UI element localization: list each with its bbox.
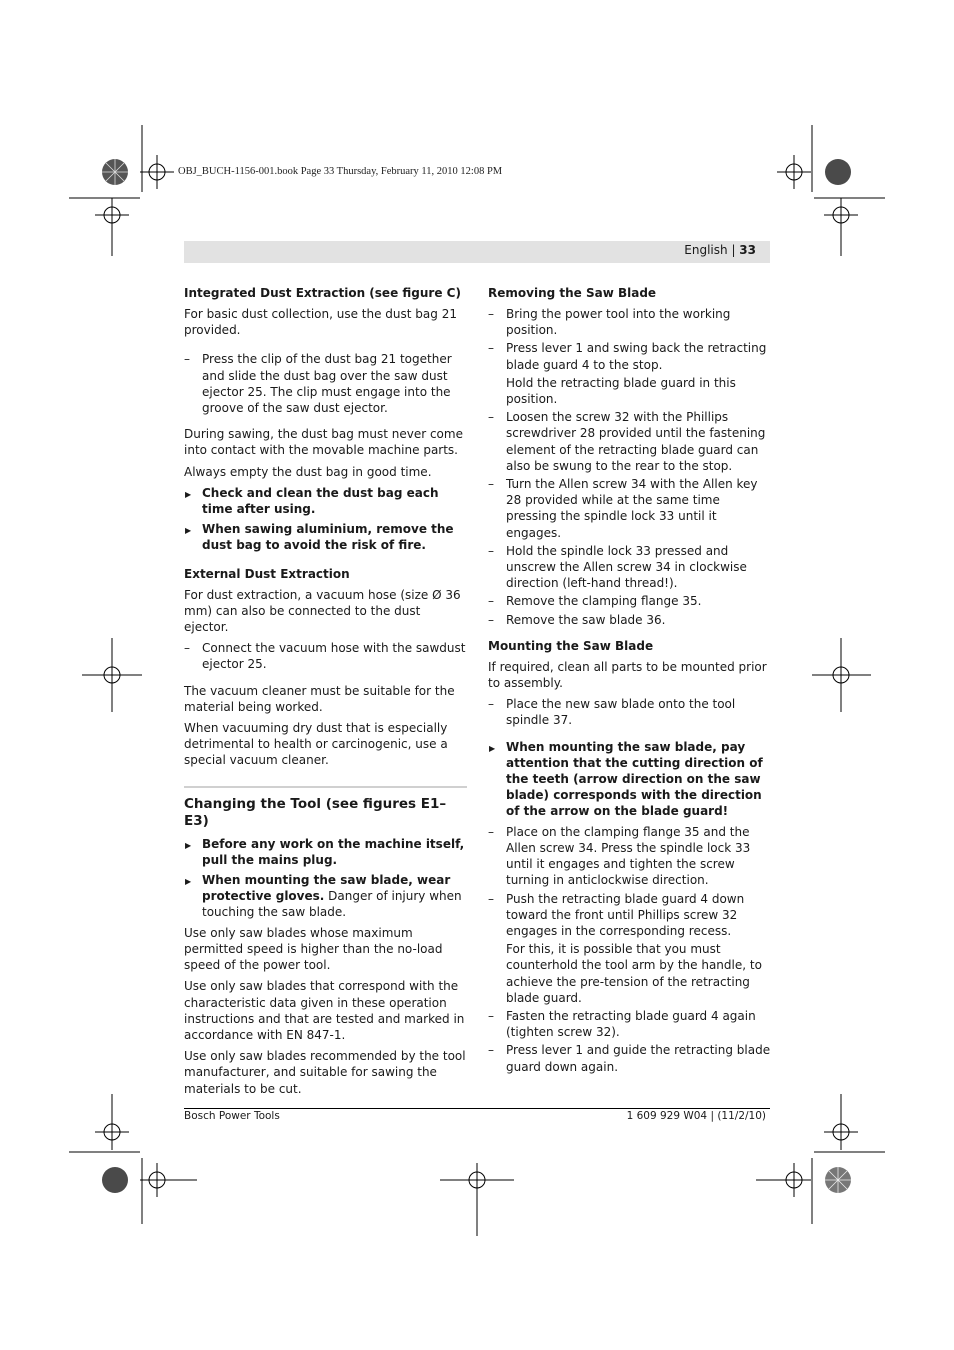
header-language: English	[684, 243, 728, 257]
warning-item	[184, 872, 467, 921]
warning-item: ▶ Check and clean the dust bag each time after using.	[184, 485, 467, 517]
color-target-tl	[102, 159, 128, 185]
dash-item: – Bring the power tool into the working position.	[488, 306, 771, 338]
dash-item: – Press the clip of the dust bag 21 together and slide the dust bag over the saw dust ejector 25. The clip must engage into the groove of the saw dust ejector.	[184, 351, 467, 416]
register-mark-l1	[95, 198, 129, 256]
paragraph: If required, clean all parts to be mounted prior to assembly.	[488, 659, 767, 691]
paragraph: When vacuuming dry dust that is especially detrimental to health or carcinogenic, use a special vacuum cleaner.	[184, 721, 448, 768]
header-text: English | 33	[684, 243, 756, 257]
header-page-number: 33	[739, 243, 756, 257]
section-title-mounting-blade: Mounting the Saw Blade	[488, 638, 654, 653]
section-title-external-dust: External Dust Extraction	[184, 566, 350, 581]
paragraph: Always empty the dust bag in good time.	[184, 464, 432, 479]
color-target-bl	[102, 1167, 128, 1193]
warning-bold: When mounting the saw blade, wear protective gloves.	[202, 873, 451, 904]
dash-item: – Remove the clamping flange 35.	[488, 593, 771, 609]
dash-item: – Press lever 1 and swing back the retracting blade guard 4 to the stop.	[488, 340, 771, 372]
warning-item: ▶ Before any work on the machine itself, pull the mains plug.	[184, 836, 467, 868]
paragraph: During sawing, the dust bag must never come into contact with the movable machine parts.	[184, 427, 463, 458]
register-mark-br	[756, 1163, 811, 1197]
footer-rule	[184, 1108, 770, 1109]
register-mark-tl	[140, 155, 174, 189]
dash-subtext: For this, it is possible that you must counterhold the tool arm by the handle, to achieve the pre-tension of the retracting blade guard.	[506, 942, 762, 1005]
dash-item: – Place the new saw blade onto the tool spindle 37.	[488, 696, 771, 728]
register-mark-r1	[824, 198, 858, 256]
print-info: OBJ_BUCH-1156-001.book Page 33 Thursday, February 11, 2010 12:08 PM	[178, 166, 503, 177]
warning-item: ▶ When sawing aluminium, remove the dust bag to avoid the risk of fire.	[184, 521, 467, 553]
dash-subtext: Hold the retracting blade guard in this position.	[506, 375, 736, 407]
register-mark-bc	[440, 1163, 514, 1236]
dash-item: – Hold the spindle lock 33 pressed and unscrew the Allen screw 34 in clockwise direction (left-hand thread!).	[488, 543, 771, 592]
dash-item: – Remove the saw blade 36.	[488, 612, 771, 628]
dash-item: – Push the retracting blade guard 4 down toward the front until Phillips screw 32 engages in the corresponding recess.	[488, 891, 771, 940]
paragraph: The vacuum cleaner must be suitable for the material being worked.	[184, 683, 455, 714]
dash-item: – Press lever 1 and guide the retracting blade guard down again.	[488, 1042, 771, 1074]
paragraph: For dust extraction, a vacuum hose (size Ø 36 mm) can also be connected to the dust ejector.	[184, 587, 461, 635]
register-mark-bl	[140, 1163, 197, 1197]
register-mark-rmid	[812, 638, 871, 712]
section-title-integrated-dust: Integrated Dust Extraction (see figure C)	[184, 286, 461, 300]
dash-item: – Turn the Allen screw 34 with the Allen key 28 provided while at the same time pressing the spindle lock 33 until it engages.	[488, 476, 771, 541]
color-target-br	[825, 1167, 851, 1193]
header-bar	[184, 241, 770, 263]
paragraph: Use only saw blades that correspond with the characteristic data given in these operation instructions and that are tested and marked in accordance with EN 847-1.	[184, 979, 465, 1042]
footer-brand: Bosch Power Tools	[184, 1110, 280, 1122]
dash-item: – Fasten the retracting blade guard 4 again (tighten screw 32).	[488, 1008, 771, 1040]
right-column	[488, 285, 771, 1077]
section-title-changing-tool: Changing the Tool (see figures E1–E3)	[184, 786, 467, 830]
paragraph: For basic dust collection, use the dust bag 21 provided.	[184, 307, 457, 338]
register-mark-tr	[777, 155, 811, 189]
dash-item: – Place on the clamping flange 35 and the Allen screw 34. Press the spindle lock 33 until it engages and tighten the screw turning in anticlockwise direction.	[488, 824, 771, 889]
register-mark-l2	[95, 1094, 129, 1150]
footer-doc-number: 1 609 929 W04 | (11/2/10)	[626, 1110, 766, 1122]
register-mark-r2	[824, 1094, 858, 1150]
dash-item: – Connect the vacuum hose with the sawdust ejector 25.	[184, 640, 467, 672]
register-mark-lmid	[82, 638, 142, 712]
section-title-removing-blade: Removing the Saw Blade	[488, 286, 657, 300]
paragraph: Use only saw blades recommended by the tool manufacturer, and suitable for sawing the materials to be cut.	[184, 1049, 466, 1096]
left-column	[184, 285, 467, 1102]
warning-normal: Danger of injury when touching the saw blade.	[202, 889, 462, 920]
dash-item: – Loosen the screw 32 with the Phillips screwdriver 28 provided until the fastening element of the retracting blade guard can also be swung to the rear to the stop.	[488, 409, 771, 474]
warning-item: ▶ When mounting the saw blade, pay attention that the cutting direction of the teeth (arrow direction on the saw blade) corresponds with the direction of the arrow on the blade guard!	[488, 739, 771, 820]
color-target-tr	[825, 159, 851, 185]
paragraph: Use only saw blades whose maximum permitted speed is higher than the no-load speed of the power tool.	[184, 925, 443, 973]
